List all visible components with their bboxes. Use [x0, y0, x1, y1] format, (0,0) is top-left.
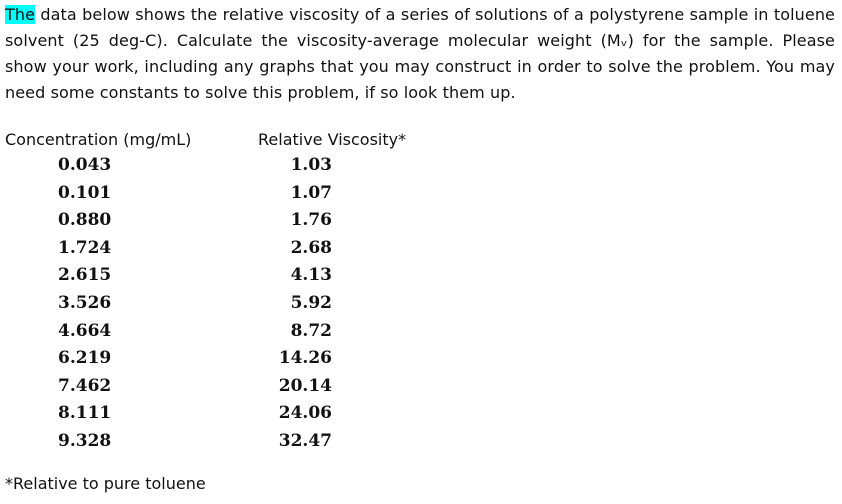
concentration-value: 0.101: [58, 182, 112, 203]
viscosity-value: 8.72: [290, 320, 332, 341]
concentration-value: 4.664: [58, 320, 112, 341]
viscosity-value: 32.47: [278, 430, 332, 451]
concentration-value: 0.043: [58, 155, 112, 175]
viscosity-value: 24.06: [278, 403, 332, 424]
viscosity-value: 1.76: [290, 210, 332, 231]
problem-text: data below shows the relative viscosity of a series of solutions of a polystyrene sample in toluene solvent (25 deg-C). Calculate the viscosity-average molecular weight (Mᵥ) for the sample. Please show your work, including any graphs that you may construct in order to solve the problem. You may need some constants to solve this problem, if so look them up.: [5, 5, 835, 102]
viscosity-header: Relative Viscosity*: [258, 130, 407, 149]
concentration-value: 6.219: [58, 348, 112, 369]
viscosity-column: [268, 153, 332, 457]
viscosity-value: 2.68: [290, 237, 332, 258]
viscosity-value: 14.26: [278, 348, 332, 369]
highlighted-word[interactable]: The: [5, 5, 36, 24]
concentration-value: 8.111: [58, 403, 112, 424]
concentration-value: 9.328: [58, 430, 112, 451]
viscosity-value: 5.92: [290, 292, 332, 313]
problem-statement: [5, 2, 835, 106]
concentration-value: 0.880: [58, 210, 112, 231]
viscosity-value: 1.07: [290, 182, 332, 203]
footnote: *Relative to pure toluene: [5, 474, 206, 493]
viscosity-value: 1.03: [290, 155, 332, 175]
concentration-value: 2.615: [58, 265, 112, 286]
concentration-value: 1.724: [58, 237, 112, 258]
viscosity-value: 4.13: [290, 265, 332, 286]
concentration-value: 3.526: [58, 292, 112, 313]
concentration-value: 7.462: [58, 375, 112, 396]
concentration-header: Concentration (mg/mL): [5, 130, 192, 149]
viscosity-value: 20.14: [278, 375, 332, 396]
concentration-column: [58, 153, 138, 457]
